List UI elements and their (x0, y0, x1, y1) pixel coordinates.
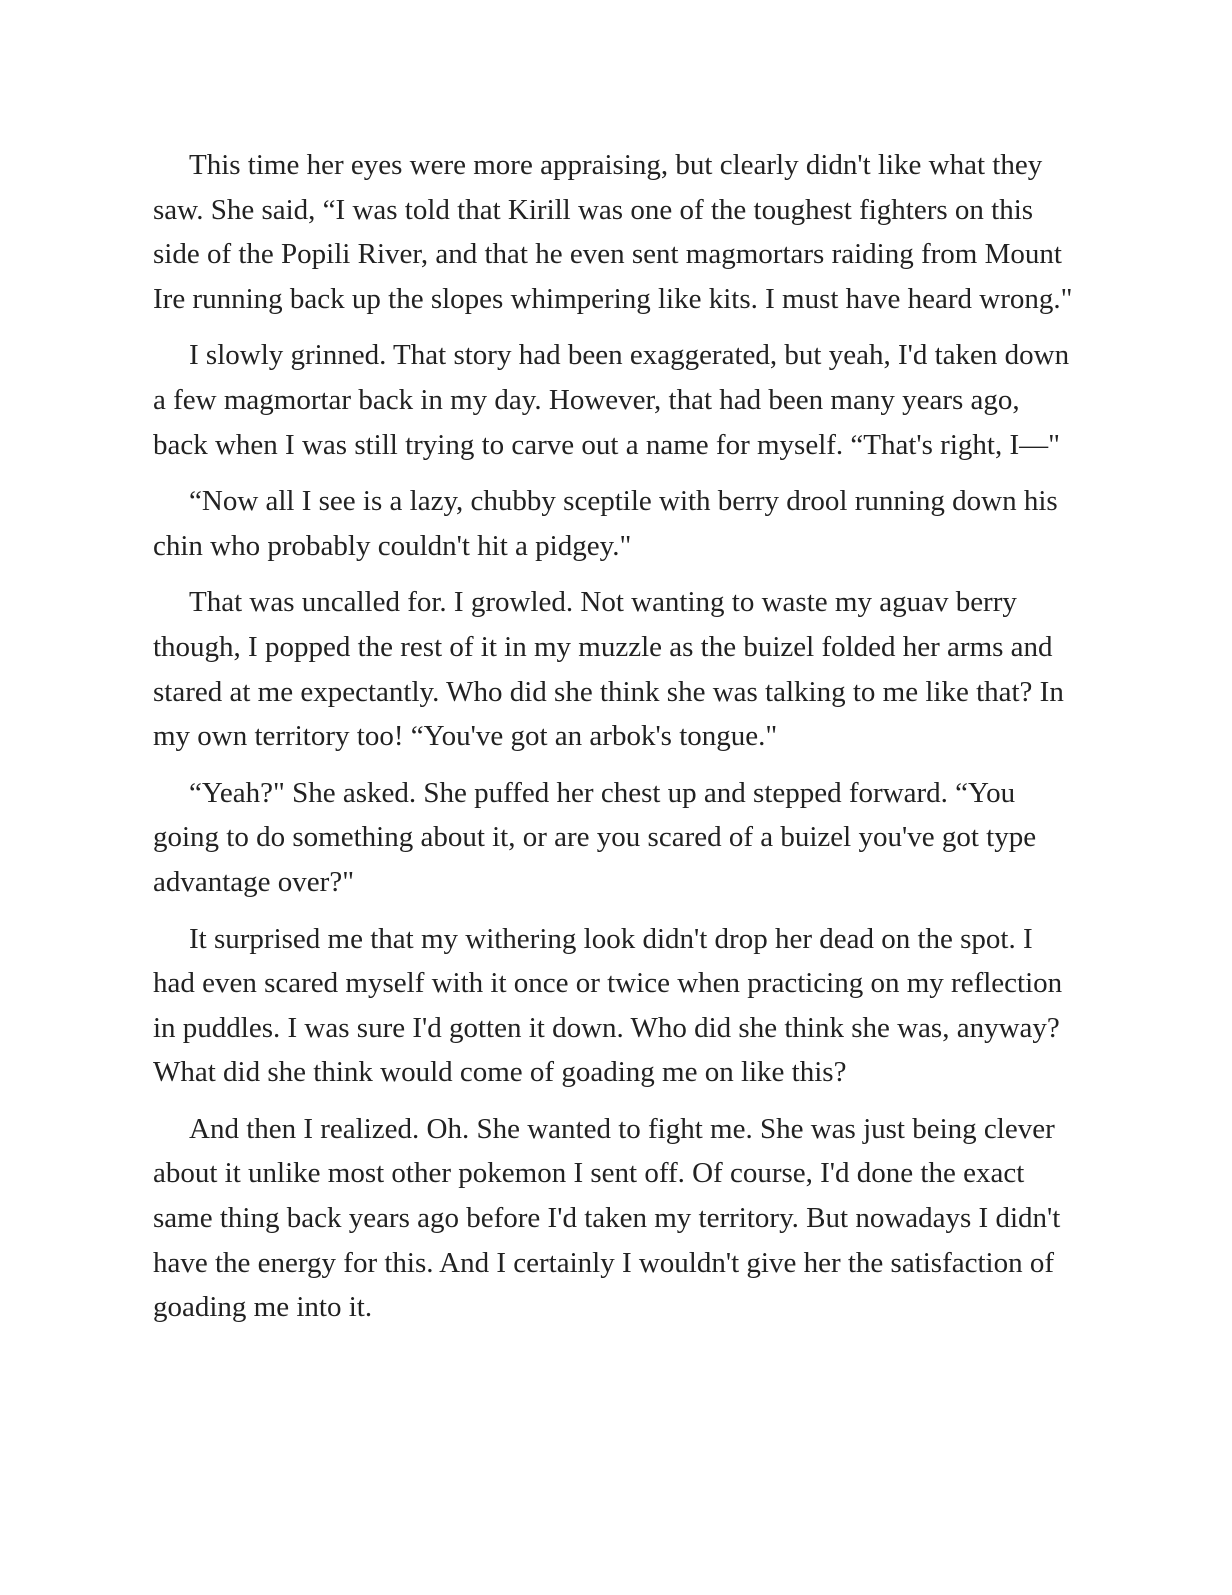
paragraph-3: “Now all I see is a lazy, chubby sceptile with berry drool running down his chin who probably couldn't hit a pidgey." (153, 485, 1058, 562)
paragraph-2: I slowly grinned. That story had been exaggerated, but yeah, I'd taken down a few magmortar back in my day. However, that had been many years ago, back when I was still trying to carve out a name for myself. “That's right, I—" (153, 339, 1070, 461)
paragraph-5: “Yeah?" She asked. She puffed her chest up and stepped forward. “You going to do something about it, or are you scared of a buizel you've got type advantage over?" (153, 776, 1037, 898)
paragraph-7: And then I realized. Oh. She wanted to fight me. She was just being clever about it unlike most other pokemon I sent off. Of course, I'd done the exact same thing back years ago before I'd taken my territory. But nowadays I didn't have the energy for this. And I certainly I wouldn't give her the satisfaction of goading me into it. (153, 1112, 1061, 1324)
document-page (153, 143, 1073, 1342)
paragraph-1: This time her eyes were more appraising, but clearly didn't like what they saw. She said, “I was told that Kirill was one of the toughest fighters on this side of the Popili River, and that he even sent magmortars raiding from Mount Ire running back up the slopes whimpering like kits. I must have heard wrong." (153, 149, 1073, 315)
paragraph-6: It surprised me that my withering look didn't drop her dead on the spot. I had even scared myself with it once or twice when practicing on my reflection in puddles. I was sure I'd gotten it down. Who did she think she was, anyway? What did she think would come of goading me on like this? (153, 922, 1063, 1089)
paragraph-4: That was uncalled for. I growled. Not wanting to waste my aguav berry though, I popped the rest of it in my muzzle as the buizel folded her arms and stared at me expectantly. Who did she think she was talking to me like that? In my own territory too! “You've got an arbok's tongue." (153, 586, 1064, 753)
